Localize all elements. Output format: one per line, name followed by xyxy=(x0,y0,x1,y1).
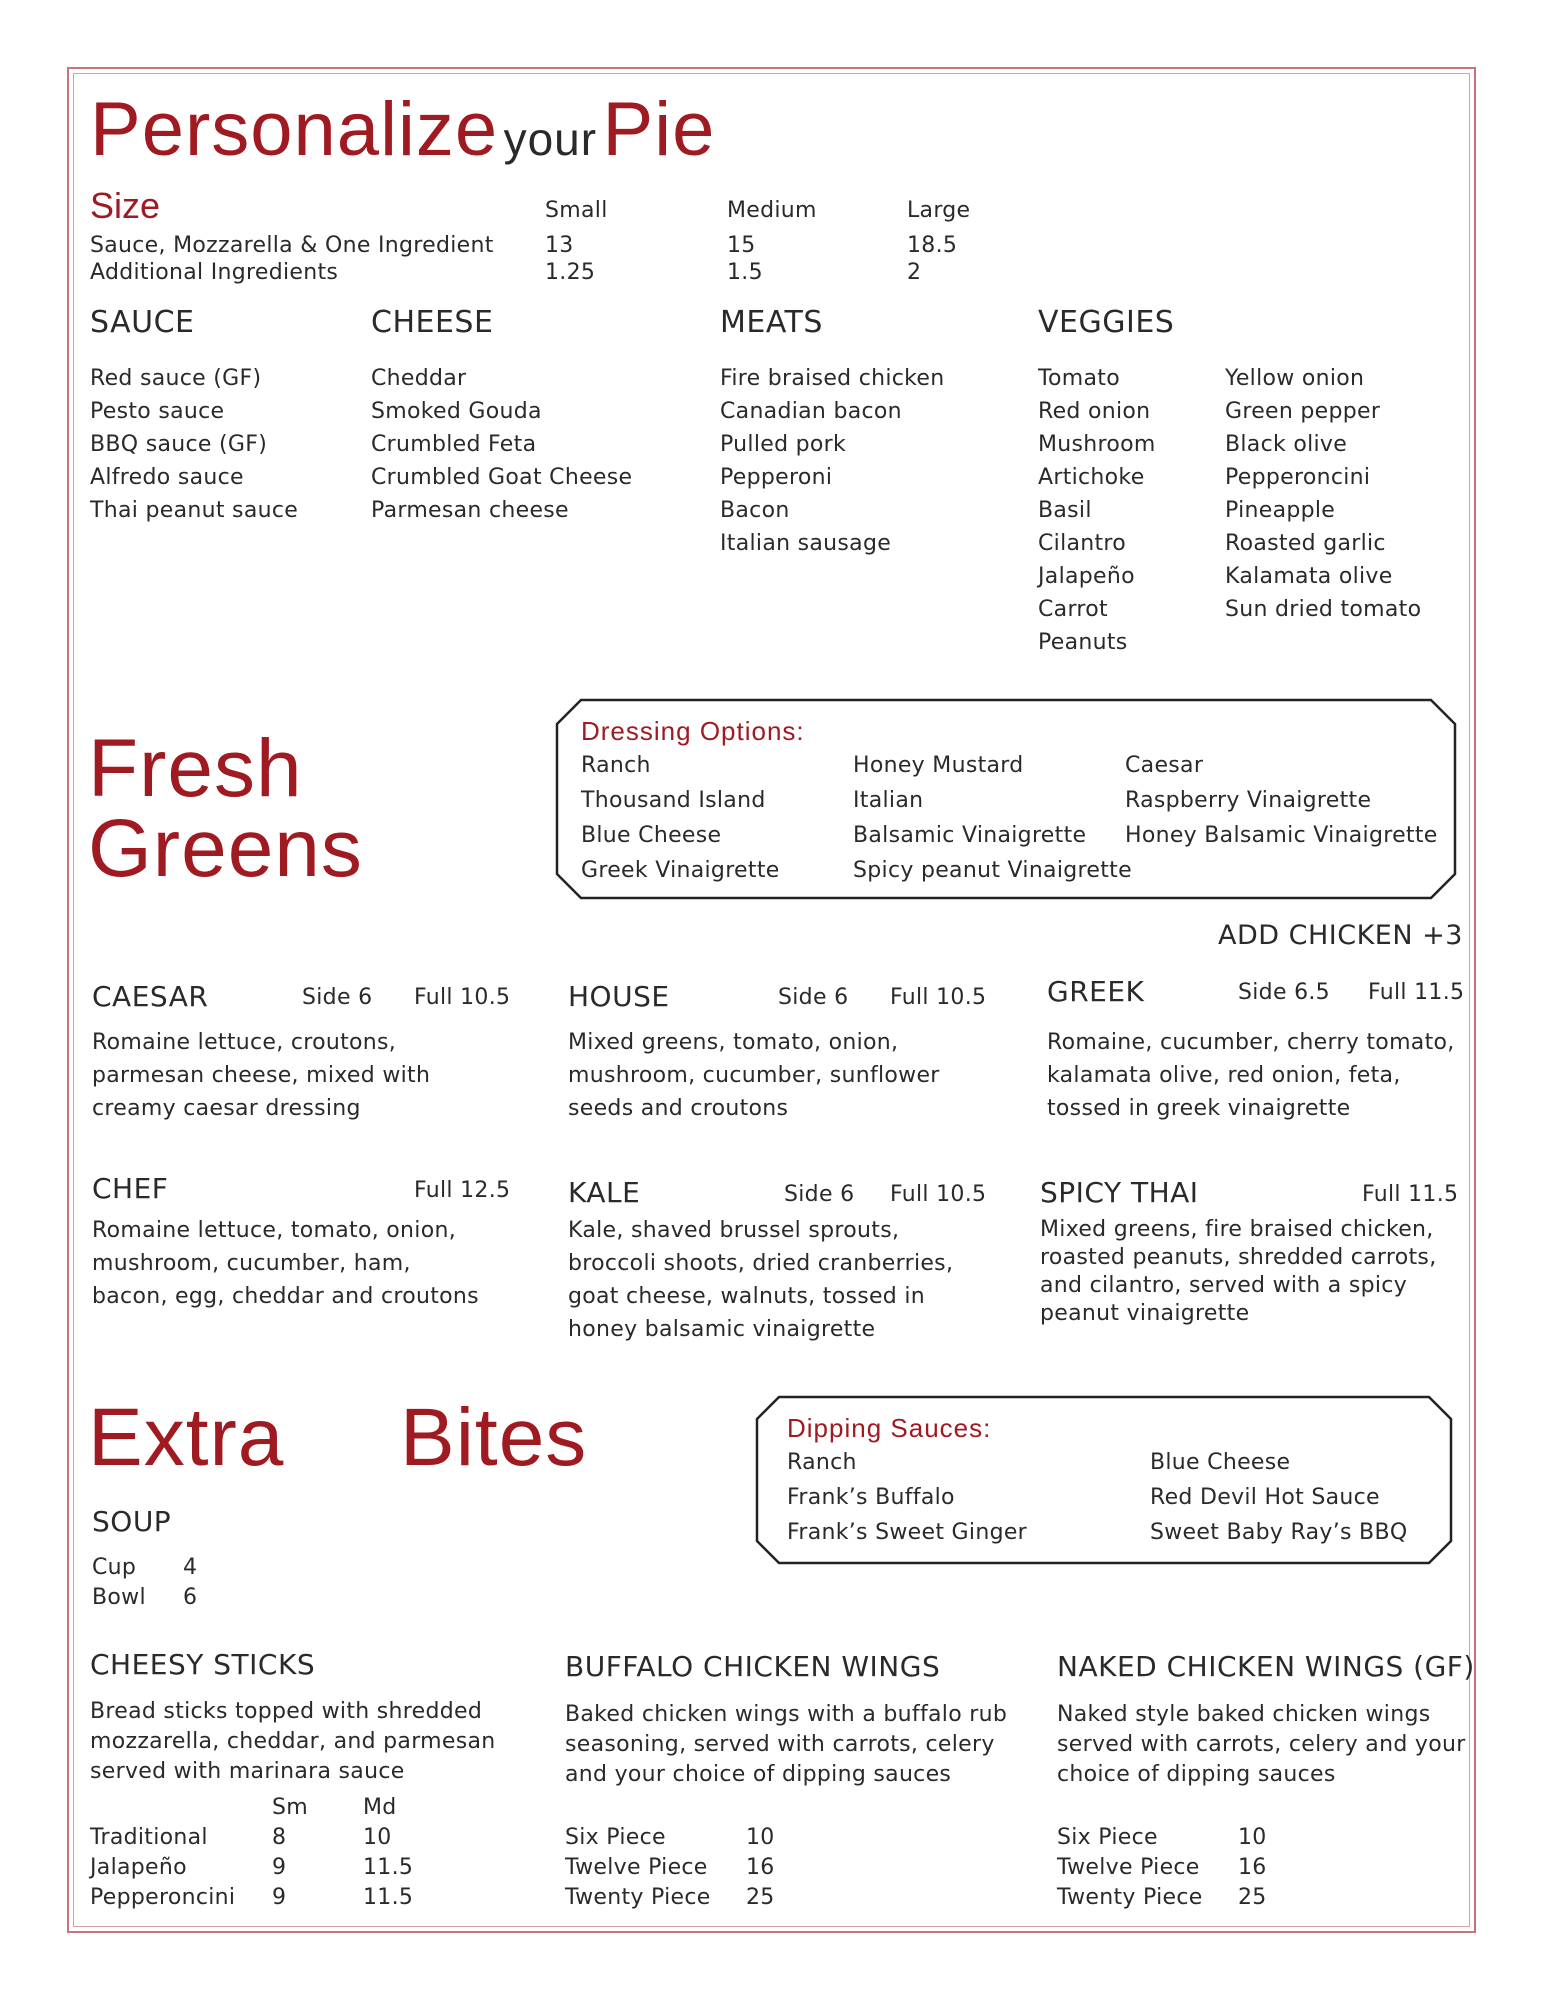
salad-full-price: Full 10.5 xyxy=(414,985,511,1010)
cheesy-price-md: 10 xyxy=(363,1825,392,1850)
list-item: Spicy peanut Vinaigrette xyxy=(853,858,1132,883)
pie-title-small: your xyxy=(503,113,598,165)
list-item: Roasted garlic xyxy=(1225,531,1386,556)
list-item: Thousand Island xyxy=(581,788,766,813)
list-item: Green pepper xyxy=(1225,399,1381,424)
size-row-label: Sauce, Mozzarella & One Ingredient xyxy=(90,233,494,258)
list-item: Raspberry Vinaigrette xyxy=(1125,788,1372,813)
soup-price: 4 xyxy=(183,1555,198,1580)
wing-price: 25 xyxy=(1238,1885,1267,1910)
salad-name: HOUSE xyxy=(568,980,670,1013)
wing-price: 10 xyxy=(1238,1825,1267,1850)
list-item: Pepperoni xyxy=(720,465,833,490)
list-item: Red sauce (GF) xyxy=(90,366,262,391)
salad-side-price: Side 6 xyxy=(302,985,373,1010)
salad-description: Mixed greens, fire braised chicken, roasted peanuts, shredded carrots, and cilantro, served with a spicy peanut vinaigrette xyxy=(1040,1217,1437,1326)
naked-wings-heading: NAKED CHICKEN WINGS (GF) xyxy=(1057,1650,1475,1683)
list-item: Canadian bacon xyxy=(720,399,902,424)
list-item: Thai peanut sauce xyxy=(90,498,299,523)
soup-size-label: Bowl xyxy=(92,1585,146,1610)
salad-description: Mixed greens, tomato, onion, mushroom, cucumber, sunflower seeds and croutons xyxy=(568,1030,940,1121)
salad-name: SPICY THAI xyxy=(1040,1176,1199,1209)
list-item: Yellow onion xyxy=(1225,366,1365,391)
cheesy-row-label: Pepperoncini xyxy=(90,1885,236,1910)
meats-heading: MEATS xyxy=(720,305,823,340)
list-item: Frank’s Buffalo xyxy=(787,1485,955,1510)
list-item: Peanuts xyxy=(1038,630,1128,655)
list-item: Pineapple xyxy=(1225,498,1336,523)
wing-price: 16 xyxy=(746,1855,775,1880)
size-price: 18.5 xyxy=(907,233,958,258)
dipping-col-2 xyxy=(1150,1445,1407,1550)
size-price: 13 xyxy=(545,233,574,258)
list-item: Blue Cheese xyxy=(581,823,722,848)
wing-size-label: Twelve Piece xyxy=(565,1855,708,1880)
cheesy-price-sm: 9 xyxy=(272,1885,287,1910)
veggies-list-left xyxy=(1038,362,1156,659)
salad-full-price: Full 12.5 xyxy=(414,1178,511,1203)
list-item: Tomato xyxy=(1038,366,1120,391)
cheesy-price-md: 11.5 xyxy=(363,1855,414,1880)
wing-size-label: Six Piece xyxy=(1057,1825,1158,1850)
dressing-col-2 xyxy=(853,748,1132,888)
salad-side-price: Side 6 xyxy=(778,985,849,1010)
dressing-title: Dressing Options: xyxy=(581,716,805,746)
cheesy-row-label: Jalapeño xyxy=(90,1855,187,1880)
list-item: Honey Mustard xyxy=(853,753,1024,778)
list-item: Pepperoncini xyxy=(1225,465,1371,490)
buffalo-wings-description: Baked chicken wings with a buffalo rub seasoning, served with carrots, celery and your choice of dipping sauces xyxy=(565,1702,1008,1787)
size-header-small: Small xyxy=(545,198,608,223)
naked-wings-description: Naked style baked chicken wings served with carrots, celery and your choice of dipping sauces xyxy=(1057,1702,1466,1787)
list-item: Italian xyxy=(853,788,924,813)
list-item: Cheddar xyxy=(371,366,467,391)
salad-full-price: Full 10.5 xyxy=(890,1182,987,1207)
cheesy-price-sm: 9 xyxy=(272,1855,287,1880)
cheesy-price-md: 11.5 xyxy=(363,1885,414,1910)
salad-full-price: Full 11.5 xyxy=(1368,980,1465,1005)
pie-title-main: Personalize xyxy=(90,87,499,172)
wing-size-label: Twenty Piece xyxy=(565,1885,711,1910)
greens-title-line2: Greens xyxy=(88,803,363,894)
salad-name: CAESAR xyxy=(92,980,209,1013)
cheesy-row-label: Traditional xyxy=(90,1825,208,1850)
list-item: Parmesan cheese xyxy=(371,498,569,523)
list-item: Italian sausage xyxy=(720,531,892,556)
size-header-large: Large xyxy=(907,198,971,223)
pie-title-end: Pie xyxy=(602,87,716,172)
veggies-list-right xyxy=(1225,362,1421,626)
list-item: Greek Vinaigrette xyxy=(581,858,780,883)
list-item: Pulled pork xyxy=(720,432,847,457)
list-item: Caesar xyxy=(1125,753,1204,778)
size-price: 1.25 xyxy=(545,260,596,285)
list-item: Red onion xyxy=(1038,399,1151,424)
sauce-heading: SAUCE xyxy=(90,305,195,340)
list-item: Kalamata olive xyxy=(1225,564,1393,589)
list-item: Sweet Baby Ray’s BBQ xyxy=(1150,1520,1408,1545)
dipping-sauces-box xyxy=(755,1395,1453,1565)
wing-price: 25 xyxy=(746,1885,775,1910)
wing-size-label: Twenty Piece xyxy=(1057,1885,1203,1910)
pie-title xyxy=(90,87,716,172)
buffalo-wings-heading: BUFFALO CHICKEN WINGS xyxy=(565,1650,941,1683)
list-item: Blue Cheese xyxy=(1150,1450,1291,1475)
salad-name: CHEF xyxy=(92,1172,169,1205)
list-item: Cilantro xyxy=(1038,531,1127,556)
list-item: Ranch xyxy=(581,753,651,778)
salad-full-price: Full 10.5 xyxy=(890,985,987,1010)
dressing-col-3 xyxy=(1125,748,1438,853)
soup-size-label: Cup xyxy=(92,1555,137,1580)
dressing-col-1 xyxy=(581,748,780,888)
salad-full-price: Full 11.5 xyxy=(1362,1182,1459,1207)
cheesy-price-sm: 8 xyxy=(272,1825,287,1850)
salad-description: Romaine lettuce, croutons, parmesan cheese, mixed with creamy caesar dressing xyxy=(92,1030,431,1121)
list-item: Red Devil Hot Sauce xyxy=(1150,1485,1380,1510)
size-heading: Size xyxy=(90,185,161,226)
bites-title-extra: Extra xyxy=(88,1392,285,1483)
cheese-heading: CHEESE xyxy=(371,305,494,340)
add-chicken-note: ADD CHICKEN +3 xyxy=(1218,920,1463,951)
cheesy-sticks-description: Bread sticks topped with shredded mozzarella, cheddar, and parmesan served with marinara sauce xyxy=(90,1699,496,1784)
dipping-title: Dipping Sauces: xyxy=(787,1413,992,1443)
list-item: Crumbled Feta xyxy=(371,432,537,457)
size-header-medium: Medium xyxy=(727,198,817,223)
size-price: 2 xyxy=(907,260,922,285)
greens-title-line1: Fresh xyxy=(88,723,303,814)
list-item: Fire braised chicken xyxy=(720,366,945,391)
list-item: Alfredo sauce xyxy=(90,465,244,490)
soup-price: 6 xyxy=(183,1585,198,1610)
list-item: BBQ sauce (GF) xyxy=(90,432,268,457)
list-item: Pesto sauce xyxy=(90,399,225,424)
list-item: Carrot xyxy=(1038,597,1108,622)
salad-name: GREEK xyxy=(1047,975,1145,1008)
wing-price: 16 xyxy=(1238,1855,1267,1880)
list-item: Basil xyxy=(1038,498,1092,523)
size-price: 15 xyxy=(727,233,756,258)
size-row-label: Additional Ingredients xyxy=(90,260,339,285)
list-item: Jalapeño xyxy=(1038,564,1135,589)
salad-description: Romaine, cucumber, cherry tomato, kalamata olive, red onion, feta, tossed in greek vinaigrette xyxy=(1047,1030,1455,1121)
cheesy-sticks-heading: CHEESY STICKS xyxy=(90,1648,316,1681)
list-item: Bacon xyxy=(720,498,790,523)
veggies-heading: VEGGIES xyxy=(1038,305,1175,340)
sauce-list xyxy=(90,362,298,527)
wing-size-label: Six Piece xyxy=(565,1825,666,1850)
salad-name: KALE xyxy=(568,1176,641,1209)
salad-side-price: Side 6 xyxy=(784,1182,855,1207)
dipping-col-1 xyxy=(787,1445,1027,1550)
wing-price: 10 xyxy=(746,1825,775,1850)
cheesy-header-md: Md xyxy=(363,1795,397,1820)
salad-description: Kale, shaved brussel sprouts, broccoli shoots, dried cranberries, goat cheese, walnuts, tossed in honey balsamic vinaigrette xyxy=(568,1218,954,1342)
list-item: Crumbled Goat Cheese xyxy=(371,465,633,490)
dressing-options-box xyxy=(555,698,1457,900)
soup-heading: SOUP xyxy=(92,1505,172,1538)
wing-size-label: Twelve Piece xyxy=(1057,1855,1200,1880)
list-item: Honey Balsamic Vinaigrette xyxy=(1125,823,1438,848)
salad-description: Romaine lettuce, tomato, onion, mushroom, cucumber, ham, bacon, egg, cheddar and croutons xyxy=(92,1218,479,1309)
meats-list xyxy=(720,362,945,560)
list-item: Ranch xyxy=(787,1450,857,1475)
cheese-list xyxy=(371,362,632,527)
list-item: Black olive xyxy=(1225,432,1348,457)
bites-title-bites: Bites xyxy=(400,1392,588,1483)
cheesy-header-sm: Sm xyxy=(272,1795,308,1820)
list-item: Frank’s Sweet Ginger xyxy=(787,1520,1028,1545)
list-item: Sun dried tomato xyxy=(1225,597,1422,622)
size-price: 1.5 xyxy=(727,260,763,285)
list-item: Smoked Gouda xyxy=(371,399,542,424)
list-item: Artichoke xyxy=(1038,465,1145,490)
list-item: Mushroom xyxy=(1038,432,1156,457)
salad-side-price: Side 6.5 xyxy=(1238,980,1330,1005)
list-item: Balsamic Vinaigrette xyxy=(853,823,1087,848)
